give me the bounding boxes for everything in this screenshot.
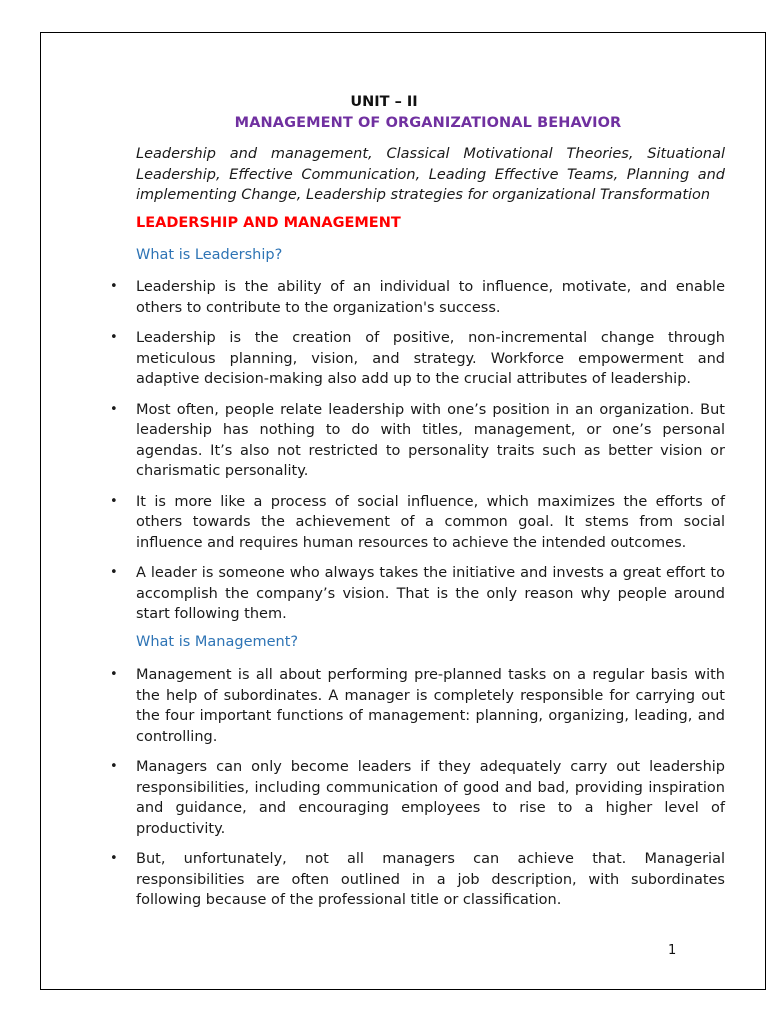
leadership-list (110, 277, 725, 635)
bullet-icon: • (110, 330, 118, 345)
list-item (110, 400, 725, 482)
page-number: 1 (668, 943, 677, 958)
list-item (110, 563, 725, 625)
section-title: LEADERSHIP AND MANAGEMENT (136, 215, 401, 231)
list-item-text: Leadership is the ability of an individual to influence, motivate, and enable others to contribute to the organization's success. (136, 279, 725, 316)
bullet-icon: • (110, 759, 118, 774)
list-item-text: Most often, people relate leadership with one’s position in an organization. But leadership has nothing to do with titles, management, or one’s personal agendas. It’s also not restricted to personality traits such as better vision or charismatic personality. (136, 401, 725, 479)
bullet-icon: • (110, 851, 118, 866)
list-item (110, 277, 725, 318)
list-item (110, 665, 725, 747)
list-item (110, 328, 725, 390)
list-item-text: It is more like a process of social influence, which maximizes the efforts of others towards the achievement of a common goal. It stems from social influence and requires human resources to achieve the intended outcomes. (136, 493, 725, 551)
list-item-text: Leadership is the creation of positive, non-incremental change through meticulous planning, vision, and strategy. Workforce empowerment and adaptive decision-making also add up to the crucial attributes of leadership. (136, 330, 725, 387)
management-subheading: What is Management? (136, 634, 299, 650)
syllabus-topics: Leadership and management, Classical Motivational Theories, Situational Leadership, Effective Communication, Leading Effective Teams, Planning and implementing Change, Leadership strategies for organizational Transformation (136, 146, 725, 203)
bullet-icon: • (110, 565, 118, 580)
leadership-subheading: What is Leadership? (136, 247, 283, 263)
bullet-icon: • (110, 401, 118, 417)
page-title: MANAGEMENT OF ORGANIZATIONAL BEHAVIOR (234, 115, 622, 131)
list-item-text: A leader is someone who always takes the initiative and invests a great effort to accomplish the company’s vision. That is the only reason why people around start following them. (136, 565, 725, 622)
unit-label: UNIT – II (350, 94, 418, 110)
bullet-icon: • (110, 667, 118, 682)
list-item-text: Managers can only become leaders if they adequately carry out leadership responsibilities, including communication of good and bad, providing inspiration and guidance, and encouraging employees to rise to a higher level of productivity. (136, 759, 725, 837)
list-item (110, 492, 725, 554)
bullet-icon: • (110, 279, 118, 294)
list-item-text: Management is all about performing pre-planned tasks on a regular basis with the help of subordinates. A manager is completely responsible for carrying out the four important functions of management: planning, organizing, leading, and controlling. (136, 667, 725, 745)
list-item-text: But, unfortunately, not all managers can achieve that. Managerial responsibilities are often outlined in a job description, with subordinates following because of the professional title or classification. (136, 851, 725, 908)
list-item (110, 849, 725, 911)
bullet-icon: • (110, 493, 118, 509)
management-list (110, 665, 725, 921)
list-item (110, 757, 725, 839)
